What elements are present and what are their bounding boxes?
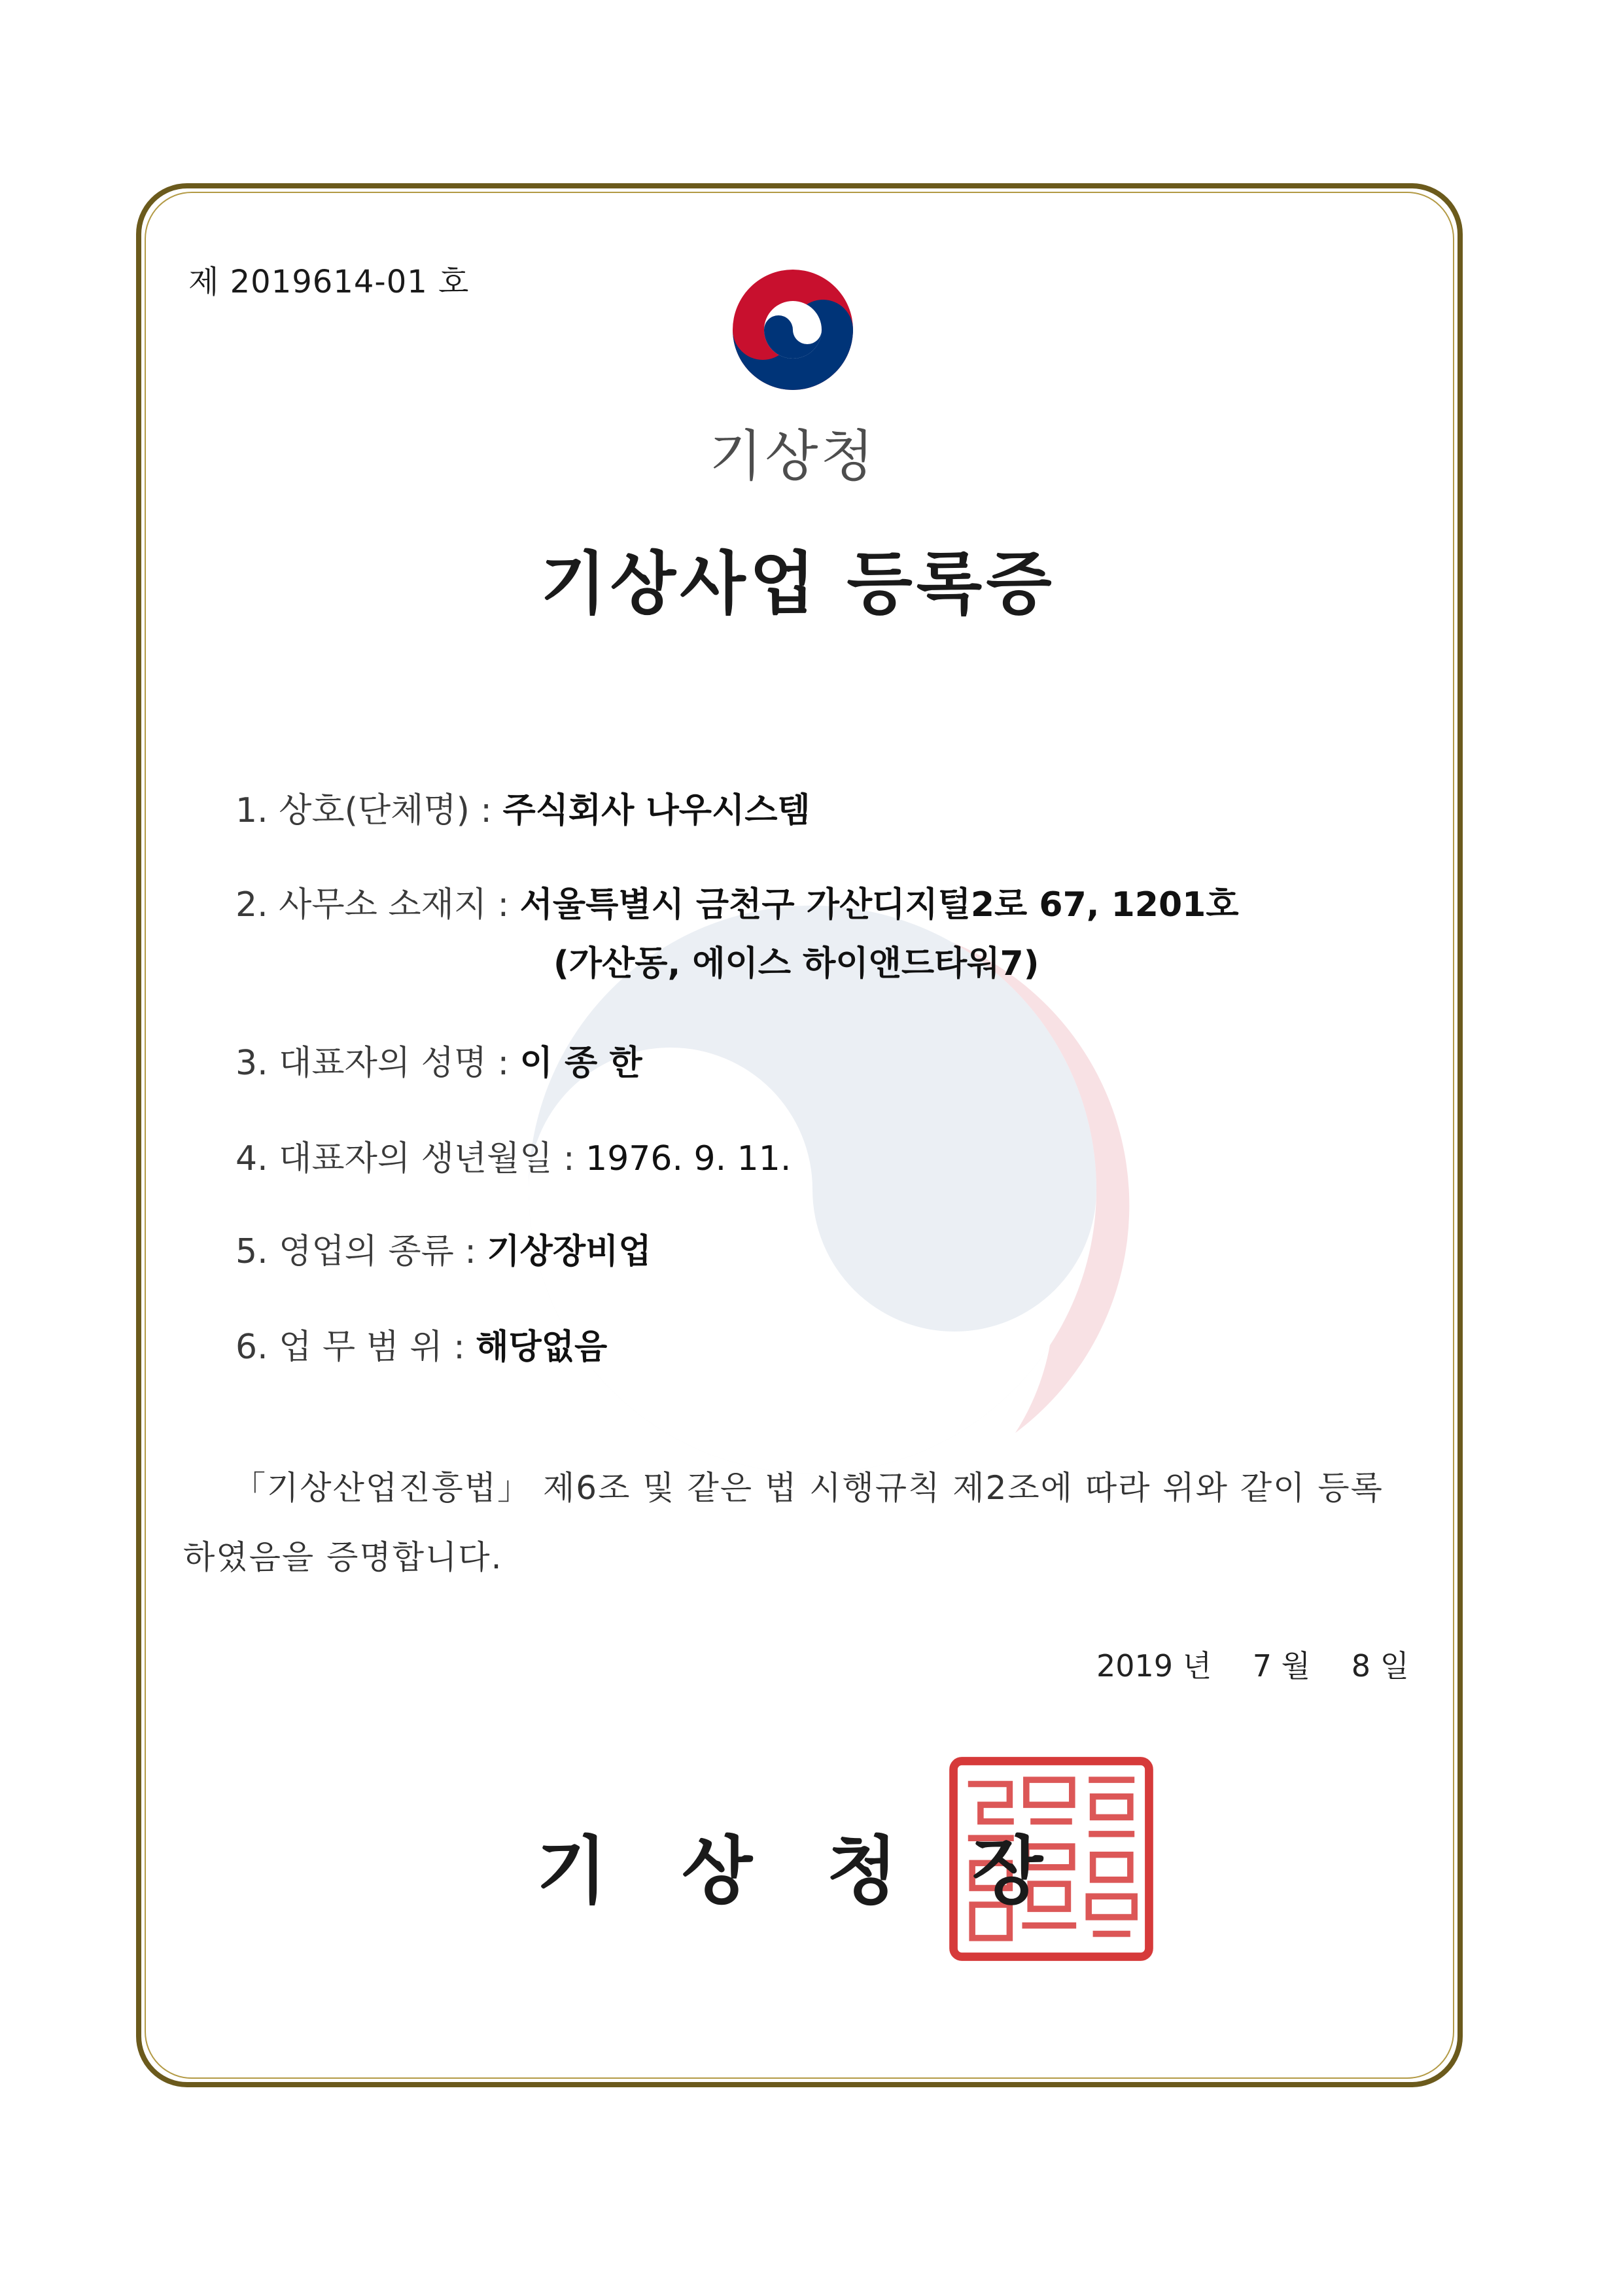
issuer-char: 장 xyxy=(972,1829,1043,1914)
field-label: 1. 상호(단체명) : xyxy=(236,791,503,830)
field-office-address xyxy=(236,877,1239,926)
field-value: 1976. 9. 11. xyxy=(585,1139,792,1178)
field-value: 이 종 한 xyxy=(519,1044,642,1083)
agency-logo-text: 기상청 xyxy=(709,424,877,488)
issuer-title xyxy=(536,1812,1117,1918)
field-value: (가산동, 에이스 하이앤드타워7) xyxy=(553,944,1039,983)
field-representative-name xyxy=(236,1035,642,1084)
field-label: 4. 대표자의 생년월일 : xyxy=(236,1139,586,1178)
field-value: 해당없음 xyxy=(476,1328,608,1367)
issuer-char: 기 xyxy=(536,1829,608,1914)
date-day-unit: 일 xyxy=(1380,1648,1410,1684)
date-year-unit: 년 xyxy=(1182,1648,1212,1684)
issuer-char: 청 xyxy=(827,1829,898,1914)
field-label: 3. 대표자의 성명 : xyxy=(236,1044,520,1083)
date-year: 2019 xyxy=(1096,1648,1174,1684)
certificate-title: 기상사업 등록증 xyxy=(540,544,1056,624)
serial-number: 제 2019614-01 호 xyxy=(188,264,470,300)
kma-logo-icon xyxy=(727,264,858,395)
date-month: 7 xyxy=(1252,1648,1272,1684)
field-business-scope xyxy=(236,1319,607,1368)
field-office-address-line2 xyxy=(553,936,1039,985)
field-business-type xyxy=(236,1224,652,1273)
statement-line-1: 「기상산업진흥법」 제6조 및 같은 법 시행규칙 제2조에 따라 위와 같이 등록 xyxy=(233,1469,1384,1507)
field-value: 기상장비업 xyxy=(487,1232,652,1271)
field-value: 주식회사 나우시스템 xyxy=(502,791,811,830)
field-label: 5. 영업의 종류 : xyxy=(236,1232,487,1271)
date-month-unit: 월 xyxy=(1281,1648,1311,1684)
field-representative-birthdate xyxy=(236,1131,791,1180)
field-business-name xyxy=(236,783,811,832)
issuer-char: 상 xyxy=(682,1829,753,1914)
field-label: 2. 사무소 소재지 : xyxy=(236,885,520,925)
issue-date xyxy=(1096,1642,1409,1686)
field-label: 6. 업 무 범 위 : xyxy=(236,1328,476,1367)
date-day: 8 xyxy=(1351,1648,1371,1684)
field-value: 서울특별시 금천구 가산디지털2로 67, 1201호 xyxy=(519,885,1239,925)
statement-line-2: 하였음을 증명합니다. xyxy=(183,1538,503,1576)
